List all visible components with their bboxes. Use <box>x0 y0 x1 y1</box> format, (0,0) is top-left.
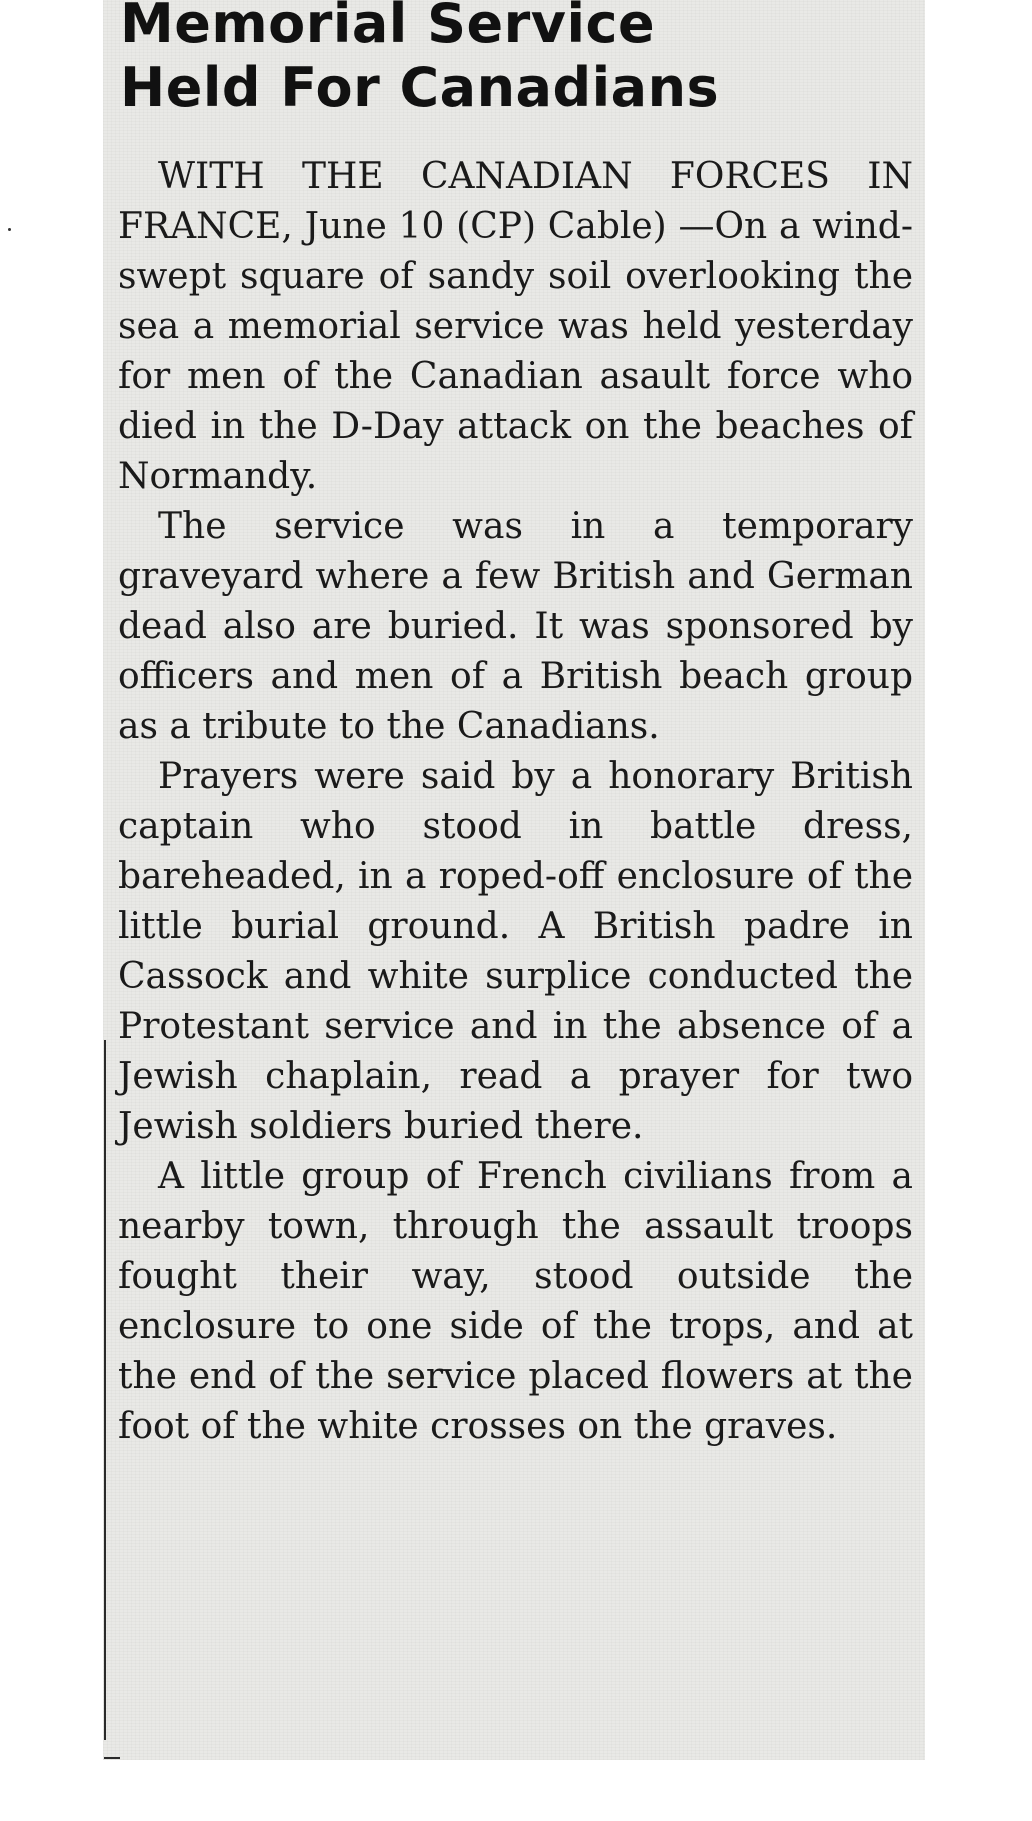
column-rule <box>104 1040 106 1740</box>
article-paragraph-4: A little group of French civilians from a nearby town, through the assault troops fought their way, stood outside the enclosure to one side of the trops, and at the end of the service placed flowers at the foot of the white crosses on the graves. <box>118 1156 913 1447</box>
headline-line-1: Memorial Service <box>120 0 656 55</box>
stray-ink-dot <box>8 228 11 231</box>
article-paragraph-2: The service was in a temporary graveyard where a few British and German dead also are buried. It was sponsored by officers and men of a British beach group as a tribute to the Canadians. <box>118 506 913 747</box>
article-paragraph-1: WITH THE CANADIAN FORCES IN FRANCE, June 10 (CP) Cable) —On a wind-swept square of sandy soil overlooking the sea a memorial service was held yesterday for men of the Canadian asault force who died in the D-Day attack on the beaches of Normandy. <box>118 156 913 497</box>
article-body <box>118 152 913 1452</box>
article-paragraph-3: Prayers were said by a honorary British captain who stood in battle dress, bareheaded, in a roped-off enclosure of the little burial ground. A British padre in Cassock and white surplice conducted the Protestant service and in the absence of a Jewish chaplain, read a prayer for two Jewish soldiers buried there. <box>118 756 913 1147</box>
headline <box>120 0 719 120</box>
clipping-edge-mark <box>104 1757 120 1759</box>
headline-line-2: Held For Canadians <box>120 56 720 119</box>
